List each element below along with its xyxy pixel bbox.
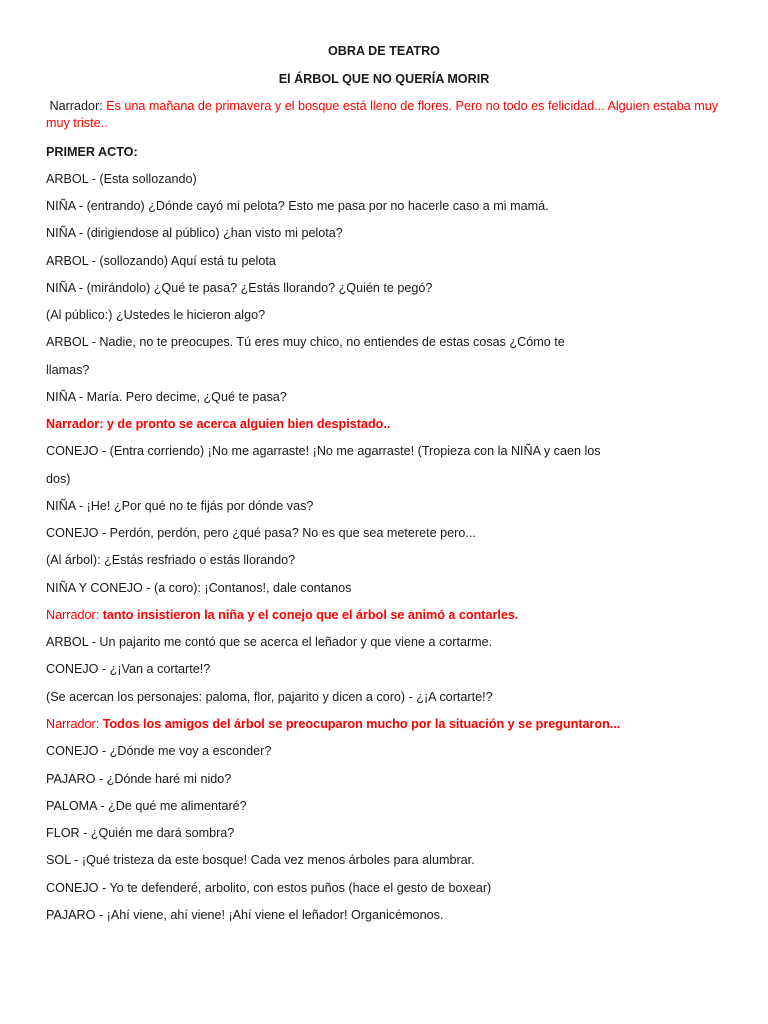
dialogue-line: dos) — [46, 472, 71, 486]
dialogue-line: PAJARO - ¡Ahí viene, ahí viene! ¡Ahí viene el leñador! Organicémonos. — [46, 908, 444, 922]
narrator-line — [46, 607, 518, 623]
dialogue-line: CONEJO - ¿¡Van a cortarte!? — [46, 662, 211, 676]
intro-paragraph — [46, 98, 726, 132]
dialogue-line: NIÑA - (dirigiendose al público) ¿han visto mi pelota? — [46, 226, 343, 240]
act-heading: PRIMER ACTO: — [46, 145, 138, 159]
dialogue-line: NIÑA - ¡He! ¿Por qué no te fijás por dónde vas? — [46, 499, 314, 513]
dialogue-line: PAJARO - ¿Dónde haré mi nido? — [46, 772, 232, 786]
dialogue-line: NIÑA - María. Pero decime, ¿Qué te pasa? — [46, 390, 287, 404]
dialogue-line: CONEJO - Yo te defenderé, arbolito, con estos puños (hace el gesto de boxear) — [46, 881, 492, 895]
narrator-text: tanto insistieron la niña y el conejo que el árbol se animó a contarles. — [102, 608, 519, 622]
dialogue-line: (Al árbol): ¿Estás resfriado o estás llorando? — [46, 553, 296, 567]
dialogue-line: (Se acercan los personajes: paloma, flor, pajarito y dicen a coro) - ¿¡A cortarte!? — [46, 690, 493, 704]
dialogue-line: ARBOL - (Esta sollozando) — [46, 172, 197, 186]
narrator-speaker: Narrador: — [46, 717, 100, 731]
narrator-line: Narrador: y de pronto se acerca alguien bien despistado.. — [46, 417, 391, 431]
dialogue-line: PALOMA - ¿De qué me alimentaré? — [46, 799, 247, 813]
dialogue-line: CONEJO - ¿Dónde me voy a esconder? — [46, 744, 272, 758]
narrator-speaker: Narrador: — [46, 608, 100, 622]
document-title: OBRA DE TEATRO — [328, 44, 440, 58]
dialogue-line: FLOR - ¿Quién me dará sombra? — [46, 826, 235, 840]
dialogue-line: NIÑA Y CONEJO - (a coro): ¡Contanos!, dale contanos — [46, 581, 352, 595]
dialogue-line: CONEJO - Perdón, perdón, pero ¿qué pasa? No es que sea meterete pero... — [46, 526, 476, 540]
intro-speaker: Narrador: — [49, 99, 103, 113]
dialogue-line: llamas? — [46, 363, 90, 377]
intro-narration: Es una mañana de primavera y el bosque está lleno de flores. Pero no todo es felicidad... Alguien estaba muy muy triste.. — [46, 99, 719, 130]
narrator-text: Todos los amigos del árbol se preocuparon mucho por la situación y se preguntaron... — [102, 717, 621, 731]
dialogue-line: CONEJO - (Entra corriendo) ¡No me agarraste! ¡No me agarraste! (Tropieza con la NIÑA y caen los — [46, 444, 601, 458]
dialogue-line: ARBOL - Nadie, no te preocupes. Tú eres muy chico, no entiendes de estas cosas ¿Cómo te — [46, 335, 565, 349]
narrator-line — [46, 716, 620, 732]
dialogue-line: (Al público:) ¿Ustedes le hicieron algo? — [46, 308, 266, 322]
dialogue-line: SOL - ¡Qué tristeza da este bosque! Cada vez menos árboles para alumbrar. — [46, 853, 475, 867]
dialogue-line: ARBOL - Un pajarito me contó que se acerca el leñador y que viene a cortarme. — [46, 635, 493, 649]
dialogue-line: NIÑA - (mirándolo) ¿Qué te pasa? ¿Estás llorando? ¿Quién te pegó? — [46, 281, 433, 295]
dialogue-line: ARBOL - (sollozando) Aquí está tu pelota — [46, 254, 276, 268]
dialogue-line: NIÑA - (entrando) ¿Dónde cayó mi pelota? Esto me pasa por no hacerle caso a mi mamá. — [46, 199, 549, 213]
play-title: El ÁRBOL QUE NO QUERÍA MORIR — [278, 72, 490, 86]
